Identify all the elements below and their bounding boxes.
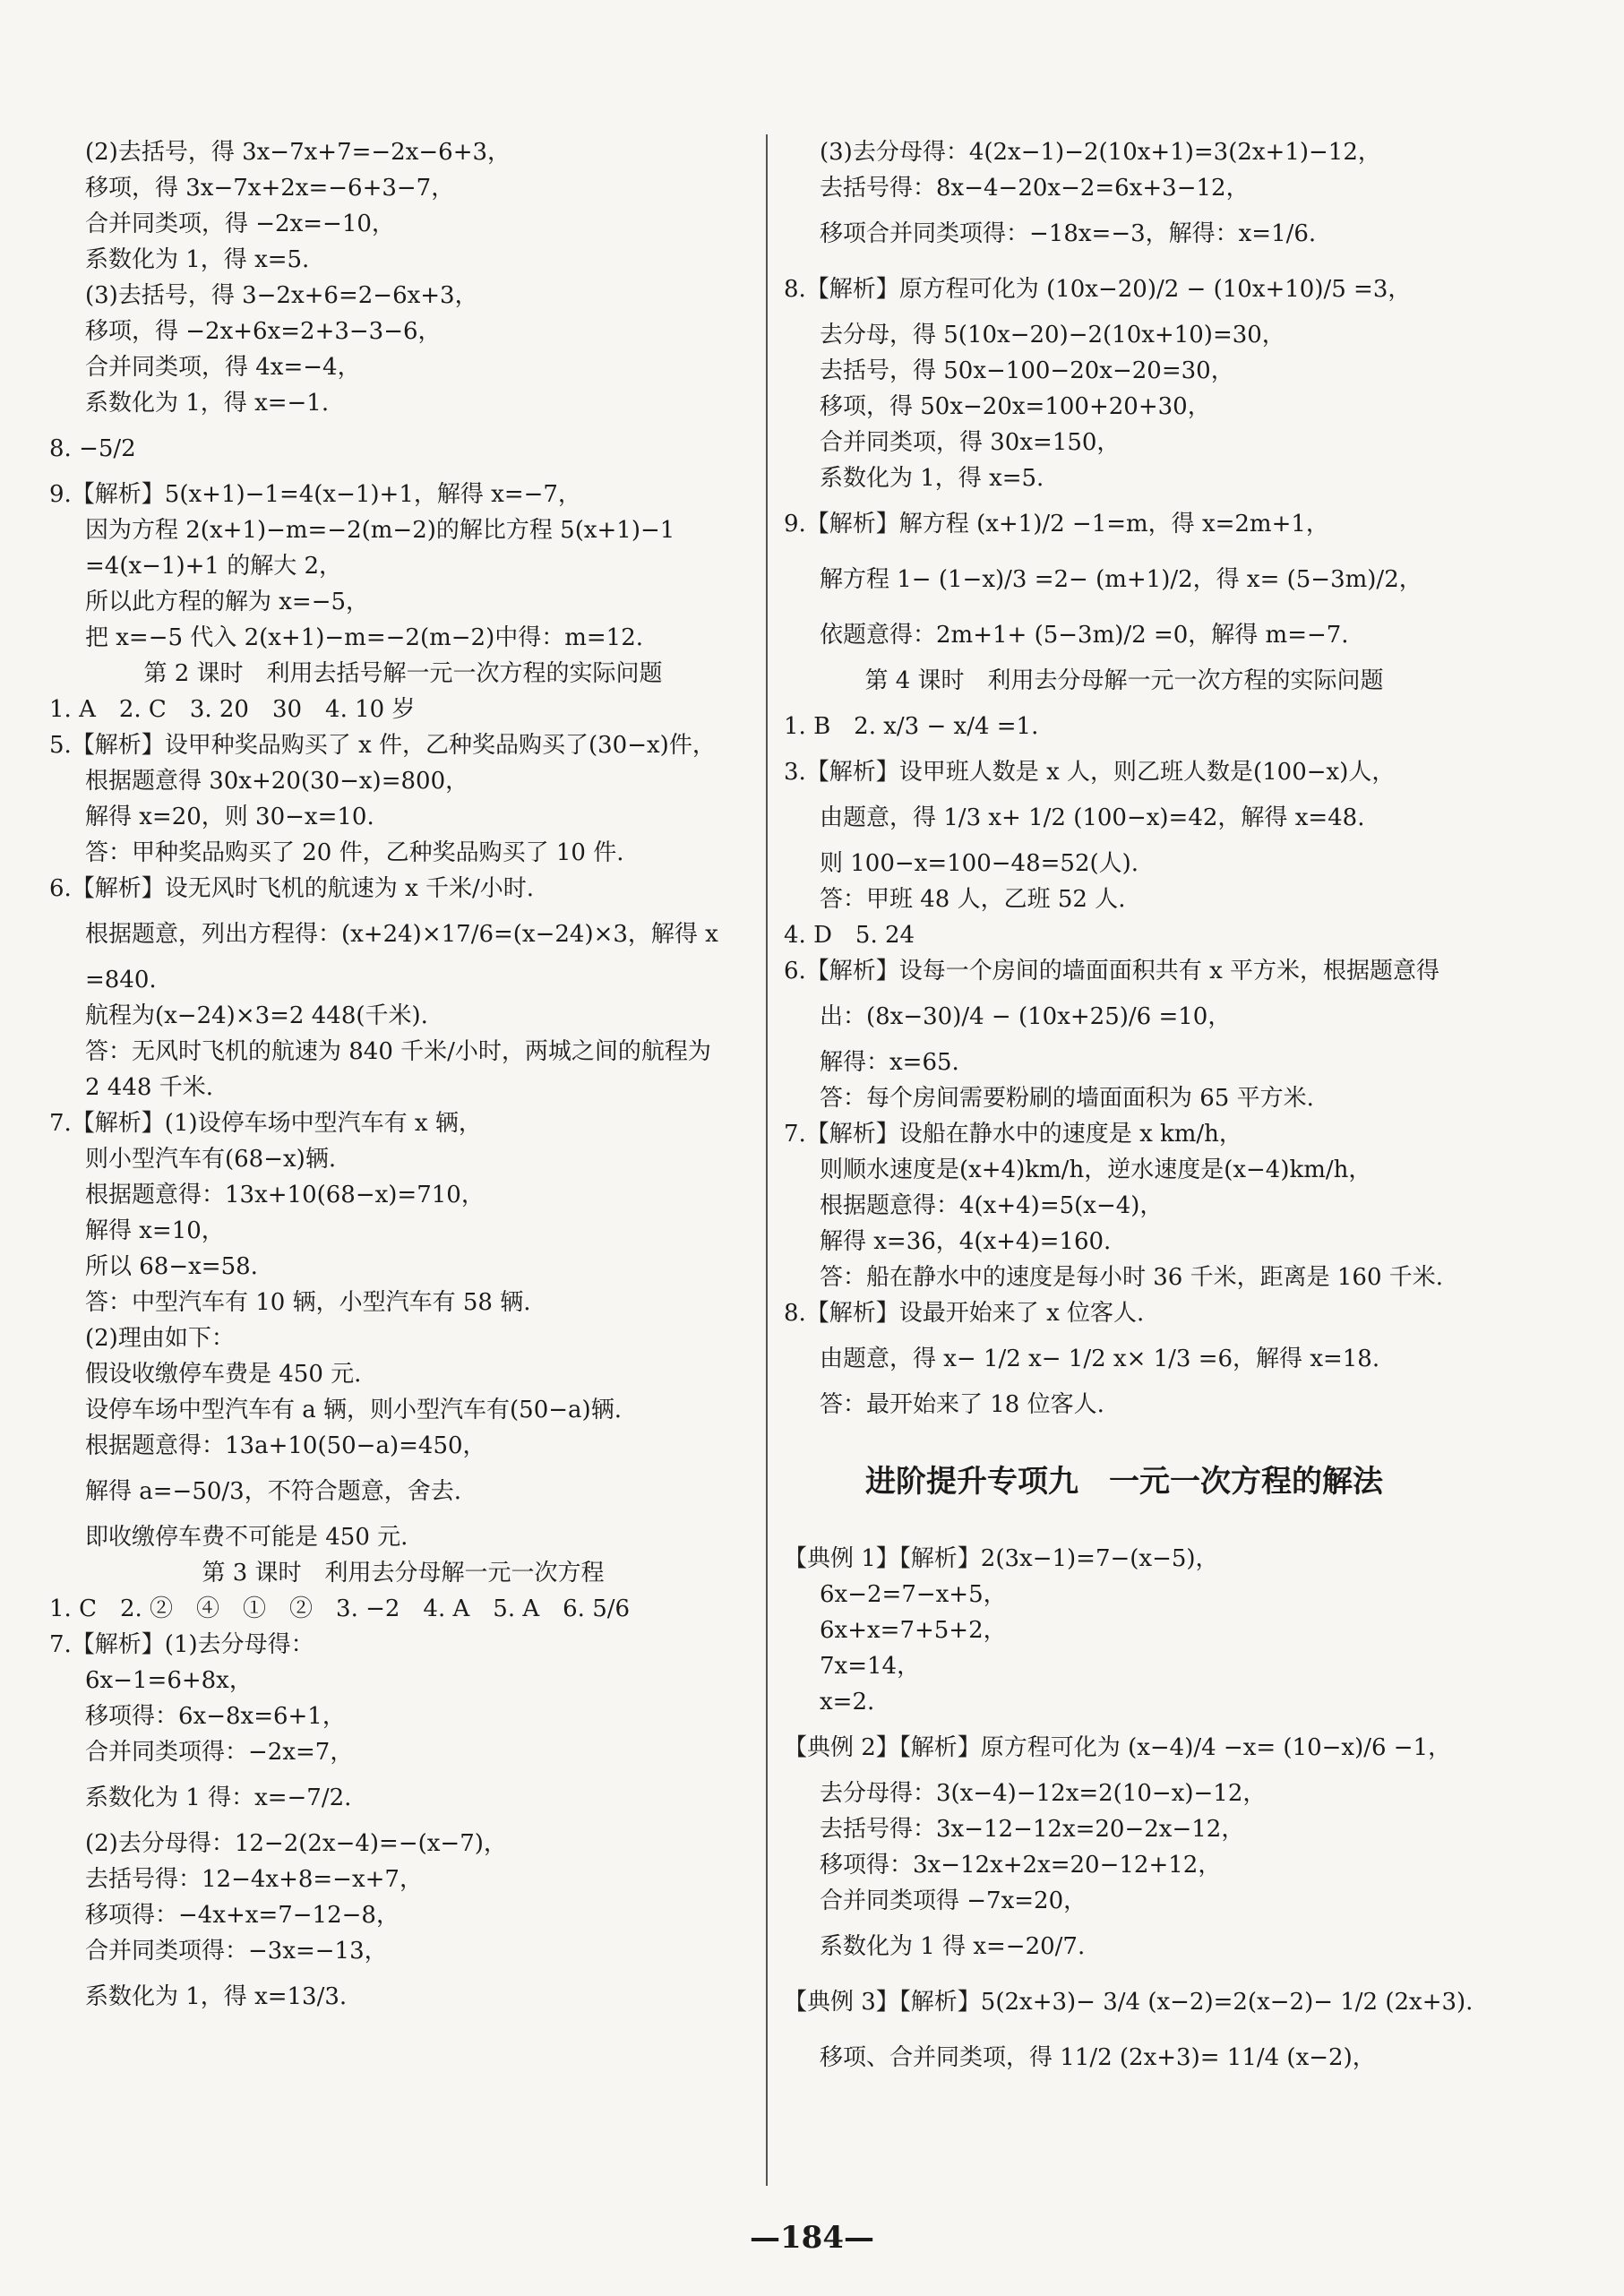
text-line: 答：甲班 48 人，乙班 52 人. [820, 886, 1126, 913]
column-divider [766, 134, 768, 2186]
text-line: 根据题意得：13x+10(68−x)=710， [85, 1182, 485, 1208]
text-line: 8.【解析】设最开始来了 x 位客人. [784, 1300, 1145, 1327]
text-line: 合并同类项得 −7x=20， [820, 1888, 1087, 1914]
text-line: 解得 x=10， [85, 1217, 225, 1244]
text-line: 合并同类项，得 30x=150， [820, 429, 1121, 456]
text-line: 移项得：6x−8x=6+1， [85, 1703, 346, 1730]
text-line: 去括号得：3x−12−12x=20−2x−12， [820, 1816, 1245, 1843]
text-line: 4. D 5. 24 [784, 922, 915, 949]
text-line: 3.【解析】设甲班人数是 x 人，则乙班人数是(100−x)人， [784, 759, 1396, 786]
text-line: 6x+x=7+5+2， [820, 1617, 1007, 1644]
text-line: 去括号，得 50x−100−20x−20=30， [820, 357, 1234, 384]
text-line: 7.【解析】(1)去分母得： [49, 1631, 314, 1658]
text-line: 移项，得 3x−7x+2x=−6+3−7， [85, 175, 455, 202]
text-line: 7.【解析】设船在静水中的速度是 x km/h， [784, 1121, 1242, 1148]
text-line: 系数化为 1，得 x=5. [85, 246, 310, 273]
text-line: 去分母得：3(x−4)−12x=2(10−x)−12， [820, 1780, 1267, 1807]
text-line: 移项、合并同类项，得 11/2 (2x+3)= 11/4 (x−2)， [820, 2044, 1376, 2071]
text-line: 即收缴停车费不可能是 450 元. [85, 1524, 408, 1551]
lesson-title: 第 4 课时 利用去分母解一元一次方程的实际问题 [864, 667, 1384, 694]
text-line: 6.【解析】设每一个房间的墙面面积共有 x 平方米，根据题意得 [784, 958, 1439, 985]
text-line: 移项，得 −2x+6x=2+3−3−6， [85, 318, 442, 345]
text-line: 合并同类项，得 −2x=−10， [85, 211, 395, 237]
text-line: 移项得：3x−12x+2x=20−12+12， [820, 1852, 1222, 1879]
text-line: 答：中型汽车有 10 辆，小型汽车有 58 辆. [85, 1289, 531, 1316]
text-line: 7.【解析】(1)设停车场中型汽车有 x 辆， [49, 1110, 482, 1137]
text-line: 答：甲种奖品购买了 20 件，乙种奖品购买了 10 件. [85, 839, 624, 866]
text-line: 6x−1=6+8x， [85, 1667, 253, 1694]
text-line: 根据题意得：13a+10(50−a)=450， [85, 1432, 486, 1459]
text-line: 1. A 2. C 3. 20 30 4. 10 岁 [49, 696, 416, 723]
text-line: 解方程 1− (1−x)/3 =2− (m+1)/2，得 x= (5−3m)/2， [820, 566, 1422, 593]
text-line: 系数化为 1 得 x=−20/7. [820, 1933, 1086, 1960]
text-line: 把 x=−5 代入 2(x+1)−m=−2(m−2)中得：m=12. [85, 624, 643, 651]
text-line: 因为方程 2(x+1)−m=−2(m−2)的解比方程 5(x+1)−1 [85, 517, 675, 544]
text-line: =840. [85, 967, 157, 993]
text-line: 7x=14， [820, 1653, 921, 1680]
text-line: 系数化为 1，得 x=5. [820, 465, 1044, 492]
text-line: (3)去括号，得 3−2x+6=2−6x+3， [85, 282, 478, 309]
text-line: 答：最开始来了 18 位客人. [820, 1391, 1104, 1418]
right-column [784, 134, 1474, 2085]
text-line: 设停车场中型汽车有 a 辆，则小型汽车有(50−a)辆. [85, 1397, 622, 1423]
text-line: (2)理由如下： [85, 1325, 235, 1352]
text-line: 解得 x=36，4(x+4)=160. [820, 1228, 1112, 1255]
text-line: 去括号得：12−4x+8=−x+7， [85, 1866, 423, 1893]
text-line: 根据题意得 30x+20(30−x)=800， [85, 768, 469, 795]
text-line: 合并同类项得：−2x=7， [85, 1739, 354, 1766]
text-line: 【典例 3】【解析】5(2x+3)− 3/4 (x−2)=2(x−2)− 1/2 (2x+3). [784, 1989, 1474, 2016]
text-line: 答：每个房间需要粉刷的墙面面积为 65 平方米. [820, 1085, 1314, 1112]
text-line: 由题意，得 x− 1/2 x− 1/2 x× 1/3 =6，解得 x=18. [820, 1346, 1380, 1372]
text-line: 则小型汽车有(68−x)辆. [85, 1146, 337, 1173]
text-line: 则顺水速度是(x+4)km/h，逆水速度是(x−4)km/h， [820, 1157, 1372, 1183]
page-number: —184— [750, 2220, 874, 2256]
text-line: x=2. [820, 1689, 875, 1716]
text-line: 8.【解析】原方程可化为 (10x−20)/2 − (10x+10)/5 =3， [784, 276, 1412, 303]
text-line: 解得 a=−50/3，不符合题意，舍去. [85, 1478, 461, 1505]
text-line: 1. C 2. ② ④ ① ② 3. −2 4. A 5. A 6. 5/6 [49, 1595, 631, 1622]
text-line: 【典例 2】【解析】原方程可化为 (x−4)/4 −x= (10−x)/6 −1， [784, 1734, 1452, 1761]
text-line: 出：(8x−30)/4 − (10x+25)/6 =10， [820, 1003, 1232, 1030]
text-line: 8. −5/2 [49, 435, 136, 462]
text-line: 6x−2=7−x+5， [820, 1581, 1007, 1608]
lesson-title: 第 3 课时 利用去分母解一元一次方程 [202, 1560, 605, 1587]
text-line: 合并同类项，得 4x=−4， [85, 354, 361, 381]
text-line: 根据题意得：4(x+4)=5(x−4)， [820, 1192, 1164, 1219]
text-line: 1. B 2. x/3 − x/4 =1. [784, 713, 1039, 740]
text-line: 去分母，得 5(10x−20)−2(10x+10)=30， [820, 322, 1285, 348]
text-line: 根据题意，列出方程得：(x+24)×17/6=(x−24)×3，解得 x [85, 921, 718, 948]
text-line: 移项，得 50x−20x=100+20+30， [820, 393, 1211, 420]
text-line: 系数化为 1，得 x=−1. [85, 390, 330, 417]
text-line: 6.【解析】设无风时飞机的航速为 x 千米/小时. [49, 875, 535, 902]
text-line: 解得：x=65. [820, 1049, 959, 1076]
text-line: =4(x−1)+1 的解大 2， [85, 553, 343, 580]
text-line: (2)去分母得：12−2(2x−4)=−(x−7)， [85, 1830, 507, 1857]
text-line: 5.【解析】设甲种奖品购买了 x 件，乙种奖品购买了(30−x)件， [49, 732, 716, 759]
text-line: 合并同类项得：−3x=−13， [85, 1938, 388, 1965]
section-heading: 进阶提升专项九 一元一次方程的解法 [865, 1464, 1383, 1500]
text-line: 所以 68−x=58. [85, 1253, 258, 1280]
text-line: (3)去分母得：4(2x−1)−2(10x+1)=3(2x+1)−12， [820, 139, 1381, 166]
text-line: 9.【解析】5(x+1)−1=4(x−1)+1，解得 x=−7， [49, 481, 581, 508]
text-line: 假设收缴停车费是 450 元. [85, 1361, 362, 1388]
text-line: 答：船在静水中的速度是每小时 36 千米，距离是 160 千米. [820, 1264, 1444, 1291]
text-line: 【典例 1】【解析】2(3x−1)=7−(x−5)， [784, 1545, 1219, 1572]
text-line: 移项合并同类项得：−18x=−3，解得：x=1/6. [820, 220, 1317, 247]
text-line: 则 100−x=100−48=52(人). [820, 850, 1139, 877]
left-column [49, 134, 757, 2025]
text-line: 依题意得：2m+1+ (5−3m)/2 =0，解得 m=−7. [820, 622, 1349, 649]
text-line: 移项得：−4x+x=7−12−8， [85, 1902, 400, 1929]
text-line: 去括号得：8x−4−20x−2=6x+3−12， [820, 175, 1250, 202]
text-line: 答：无风时飞机的航速为 840 千米/小时，两城之间的航程为 [85, 1038, 711, 1065]
text-line: 由题意，得 1/3 x+ 1/2 (100−x)=42，解得 x=48. [820, 804, 1365, 831]
text-line: 解得 x=20，则 30−x=10. [85, 804, 374, 830]
lesson-title: 第 2 课时 利用去括号解一元一次方程的实际问题 [143, 660, 663, 687]
text-line: 所以此方程的解为 x=−5， [85, 589, 370, 615]
text-line: 9.【解析】解方程 (x+1)/2 −1=m，得 x=2m+1， [784, 511, 1329, 537]
text-line: 2 448 千米. [85, 1074, 213, 1101]
text-line: 系数化为 1 得：x=−7/2. [85, 1784, 352, 1811]
text-line: 航程为(x−24)×3=2 448(千米). [85, 1002, 428, 1029]
text-line: (2)去括号，得 3x−7x+7=−2x−6+3， [85, 139, 511, 166]
text-line: 系数化为 1，得 x=13/3. [85, 1983, 348, 2010]
